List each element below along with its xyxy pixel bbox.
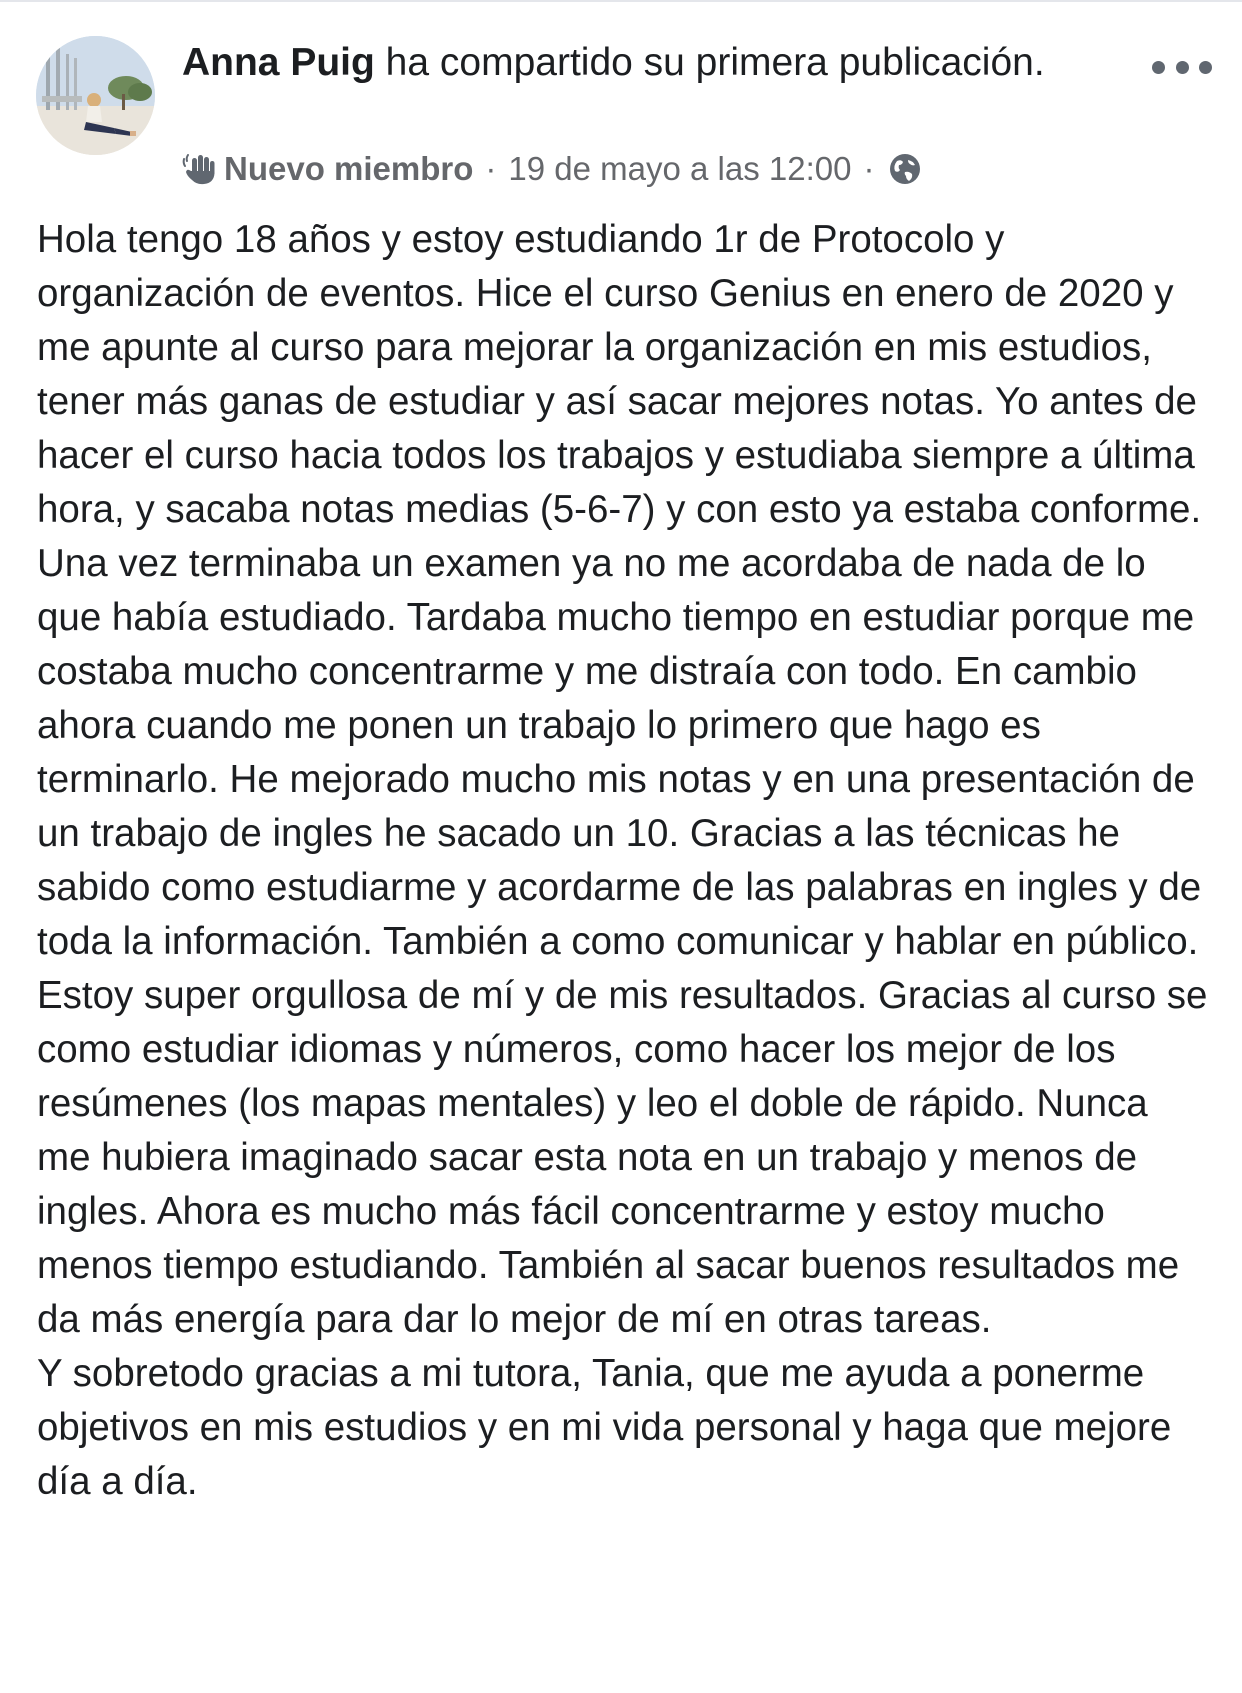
author-name-link[interactable]: Anna Puig xyxy=(182,41,375,84)
post-timestamp[interactable]: 19 de mayo a las 12:00 xyxy=(508,150,852,187)
more-dot xyxy=(1199,61,1212,74)
more-dot xyxy=(1152,61,1165,74)
meta-separator: · xyxy=(485,150,497,187)
post-body xyxy=(37,213,1209,1509)
top-divider xyxy=(0,0,1242,2)
meta-separator: · xyxy=(863,150,875,187)
avatar-photo xyxy=(36,36,155,155)
avatar[interactable] xyxy=(36,36,155,155)
post-paragraph-2: Y sobretodo gracias a mi tutora, Tania, que me ayuda a ponerme objetivos en mis estudios y en mi vida personal y haga que mejore día a día. xyxy=(37,1352,1172,1503)
more-dot xyxy=(1176,61,1189,74)
waving-hand-icon xyxy=(180,148,222,190)
more-options-icon[interactable] xyxy=(1152,50,1212,84)
globe-icon[interactable] xyxy=(886,150,924,188)
post-header-text xyxy=(182,38,1112,88)
post-paragraph-1: Hola tengo 18 años y estoy estudiando 1r de Protocolo y organización de eventos. Hice el curso Genius en enero de 2020 y me apunte al curso para mejorar la organización en mis estudios, tener más ganas de estudiar y así sacar mejores notas. Yo antes de hacer el curso hacia todos los trabajos y estudiaba siempre a última hora, y sacaba notas medias (5-6-7) y con esto ya estaba conforme. Una vez terminaba un examen ya no me acordaba de nada de lo que había estudiado. Tardaba mucho tiempo en estudiar porque me costaba mucho concentrarme y me distraía con todo. En cambio ahora cuando me ponen un trabajo lo primero que hago es terminarlo. He mejorado mucho mis notas y en una presentación de un trabajo de ingles he sacado un 10. Gracias a las técnicas he sabido como estudiarme y acordarme de las palabras en ingles y de toda la información. También a como comunicar y hablar en público. Estoy super orgullosa de mí y de mis resultados. Gracias al curso se como estudiar idiomas y números, como hacer los mejor de los resúmenes (los mapas mentales) y leo el doble de rápido. Nunca me hubiera imaginado sacar esta nota en un trabajo y menos de ingles. Ahora es mucho más fácil concentrarme y estoy mucho menos tiempo estudiando. También al sacar buenos resultados me da más energía para dar lo mejor de mí en otras tareas. xyxy=(37,218,1208,1341)
post-meta-row xyxy=(180,146,924,192)
post-action-text: ha compartido su primera publicación. xyxy=(374,41,1045,84)
member-badge-label[interactable]: Nuevo miembro xyxy=(224,150,474,187)
